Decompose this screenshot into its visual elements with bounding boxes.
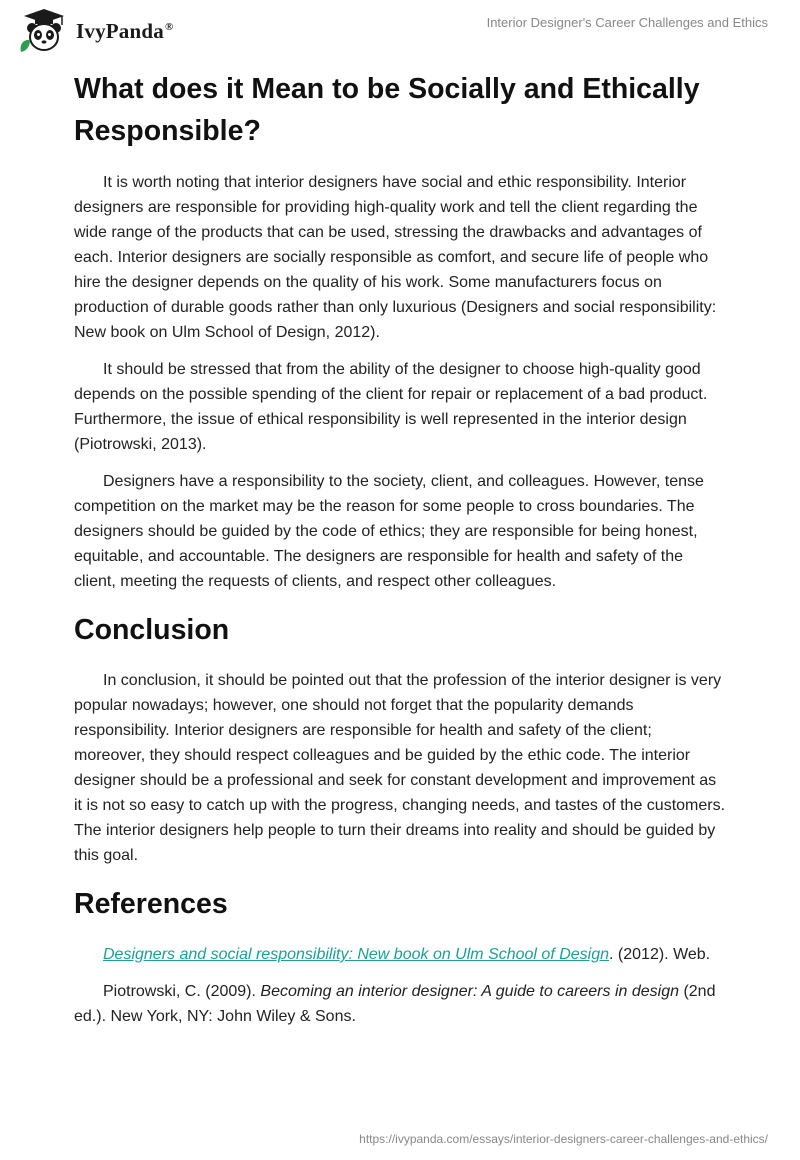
ethics-paragraph-1: It is worth noting that interior designers have social and ethic responsibility. Interior designers are responsible for providing high-quality work and tell the client regarding the wide range of the products that can be used, stressing the drawbacks and advantages of each. Interior designers are socially responsible as comfort, and secure life of people who hire the designer depends on the quality of his work. Some manufacturers focus on production of durable goods rather than only luxurious (Designers and social responsibility: New book on Ulm School of Design, 2012). <box>74 174 717 341</box>
reference-1-details: . (2012). Web. <box>609 946 711 963</box>
brand-name: IvyPanda® <box>76 18 174 43</box>
reference-2-details: (2nd ed.). New York, NY: John Wiley & Sons. <box>74 983 716 1025</box>
article-content <box>74 68 726 1041</box>
ethics-paragraph-3: Designers have a responsibility to the society, client, and colleagues. However, tense competition on the market may be the reason for some people to cross boundaries. The designers should be guided by the code of ethics; they are responsible for being honest, equitable, and accountable. The designers are responsible for health and safety of the client, meeting the requests of clients, and respect other colleagues. <box>74 473 704 590</box>
ethics-heading: What does it Mean to be Socially and Ethically Responsible? <box>74 73 700 147</box>
references-heading: References <box>74 888 228 920</box>
footer-url[interactable]: https://ivypanda.com/essays/interior-designers-career-challenges-and-ethics/ <box>359 1132 768 1146</box>
section-ethics <box>74 68 726 594</box>
reference-1-link[interactable]: Designers and social responsibility: New book on Ulm School of Design <box>103 946 610 963</box>
document-title: Interior Designer's Career Challenges and Ethics <box>486 15 768 30</box>
reference-2 <box>74 979 726 1029</box>
reference-2-title: Becoming an interior designer: A guide to careers in design <box>260 983 679 1000</box>
section-conclusion <box>74 610 726 868</box>
section-references <box>74 884 726 1029</box>
conclusion-heading: Conclusion <box>74 614 230 646</box>
panda-logo-icon <box>18 8 70 54</box>
reference-1 <box>74 942 726 967</box>
brand-logo[interactable] <box>18 8 173 54</box>
page-header <box>0 0 800 62</box>
ethics-paragraph-2: It should be stressed that from the ability of the designer to choose high-quality good depends on the possible spending of the client for repair or replacement of a bad product. Furthermore, the issue of ethical responsibility is well represented in the interior design (Piotrowski, 2013). <box>74 361 708 453</box>
conclusion-paragraph: In conclusion, it should be pointed out that the profession of the interior designer is very popular nowadays; however, one should not forget that the popularity demands responsibility. Interior designers are responsible for health and safety of the client; moreover, they should respect colleagues and be guided by the ethic code. The interior designer should be a professional and seek for constant development and improvement as it is not so easy to catch up with the progress, changing needs, and tastes of the customers. The interior designers help people to turn their dreams into reality and should be guided by this goal. <box>74 672 726 864</box>
reference-2-author: Piotrowski, C. (2009). <box>103 983 261 1000</box>
